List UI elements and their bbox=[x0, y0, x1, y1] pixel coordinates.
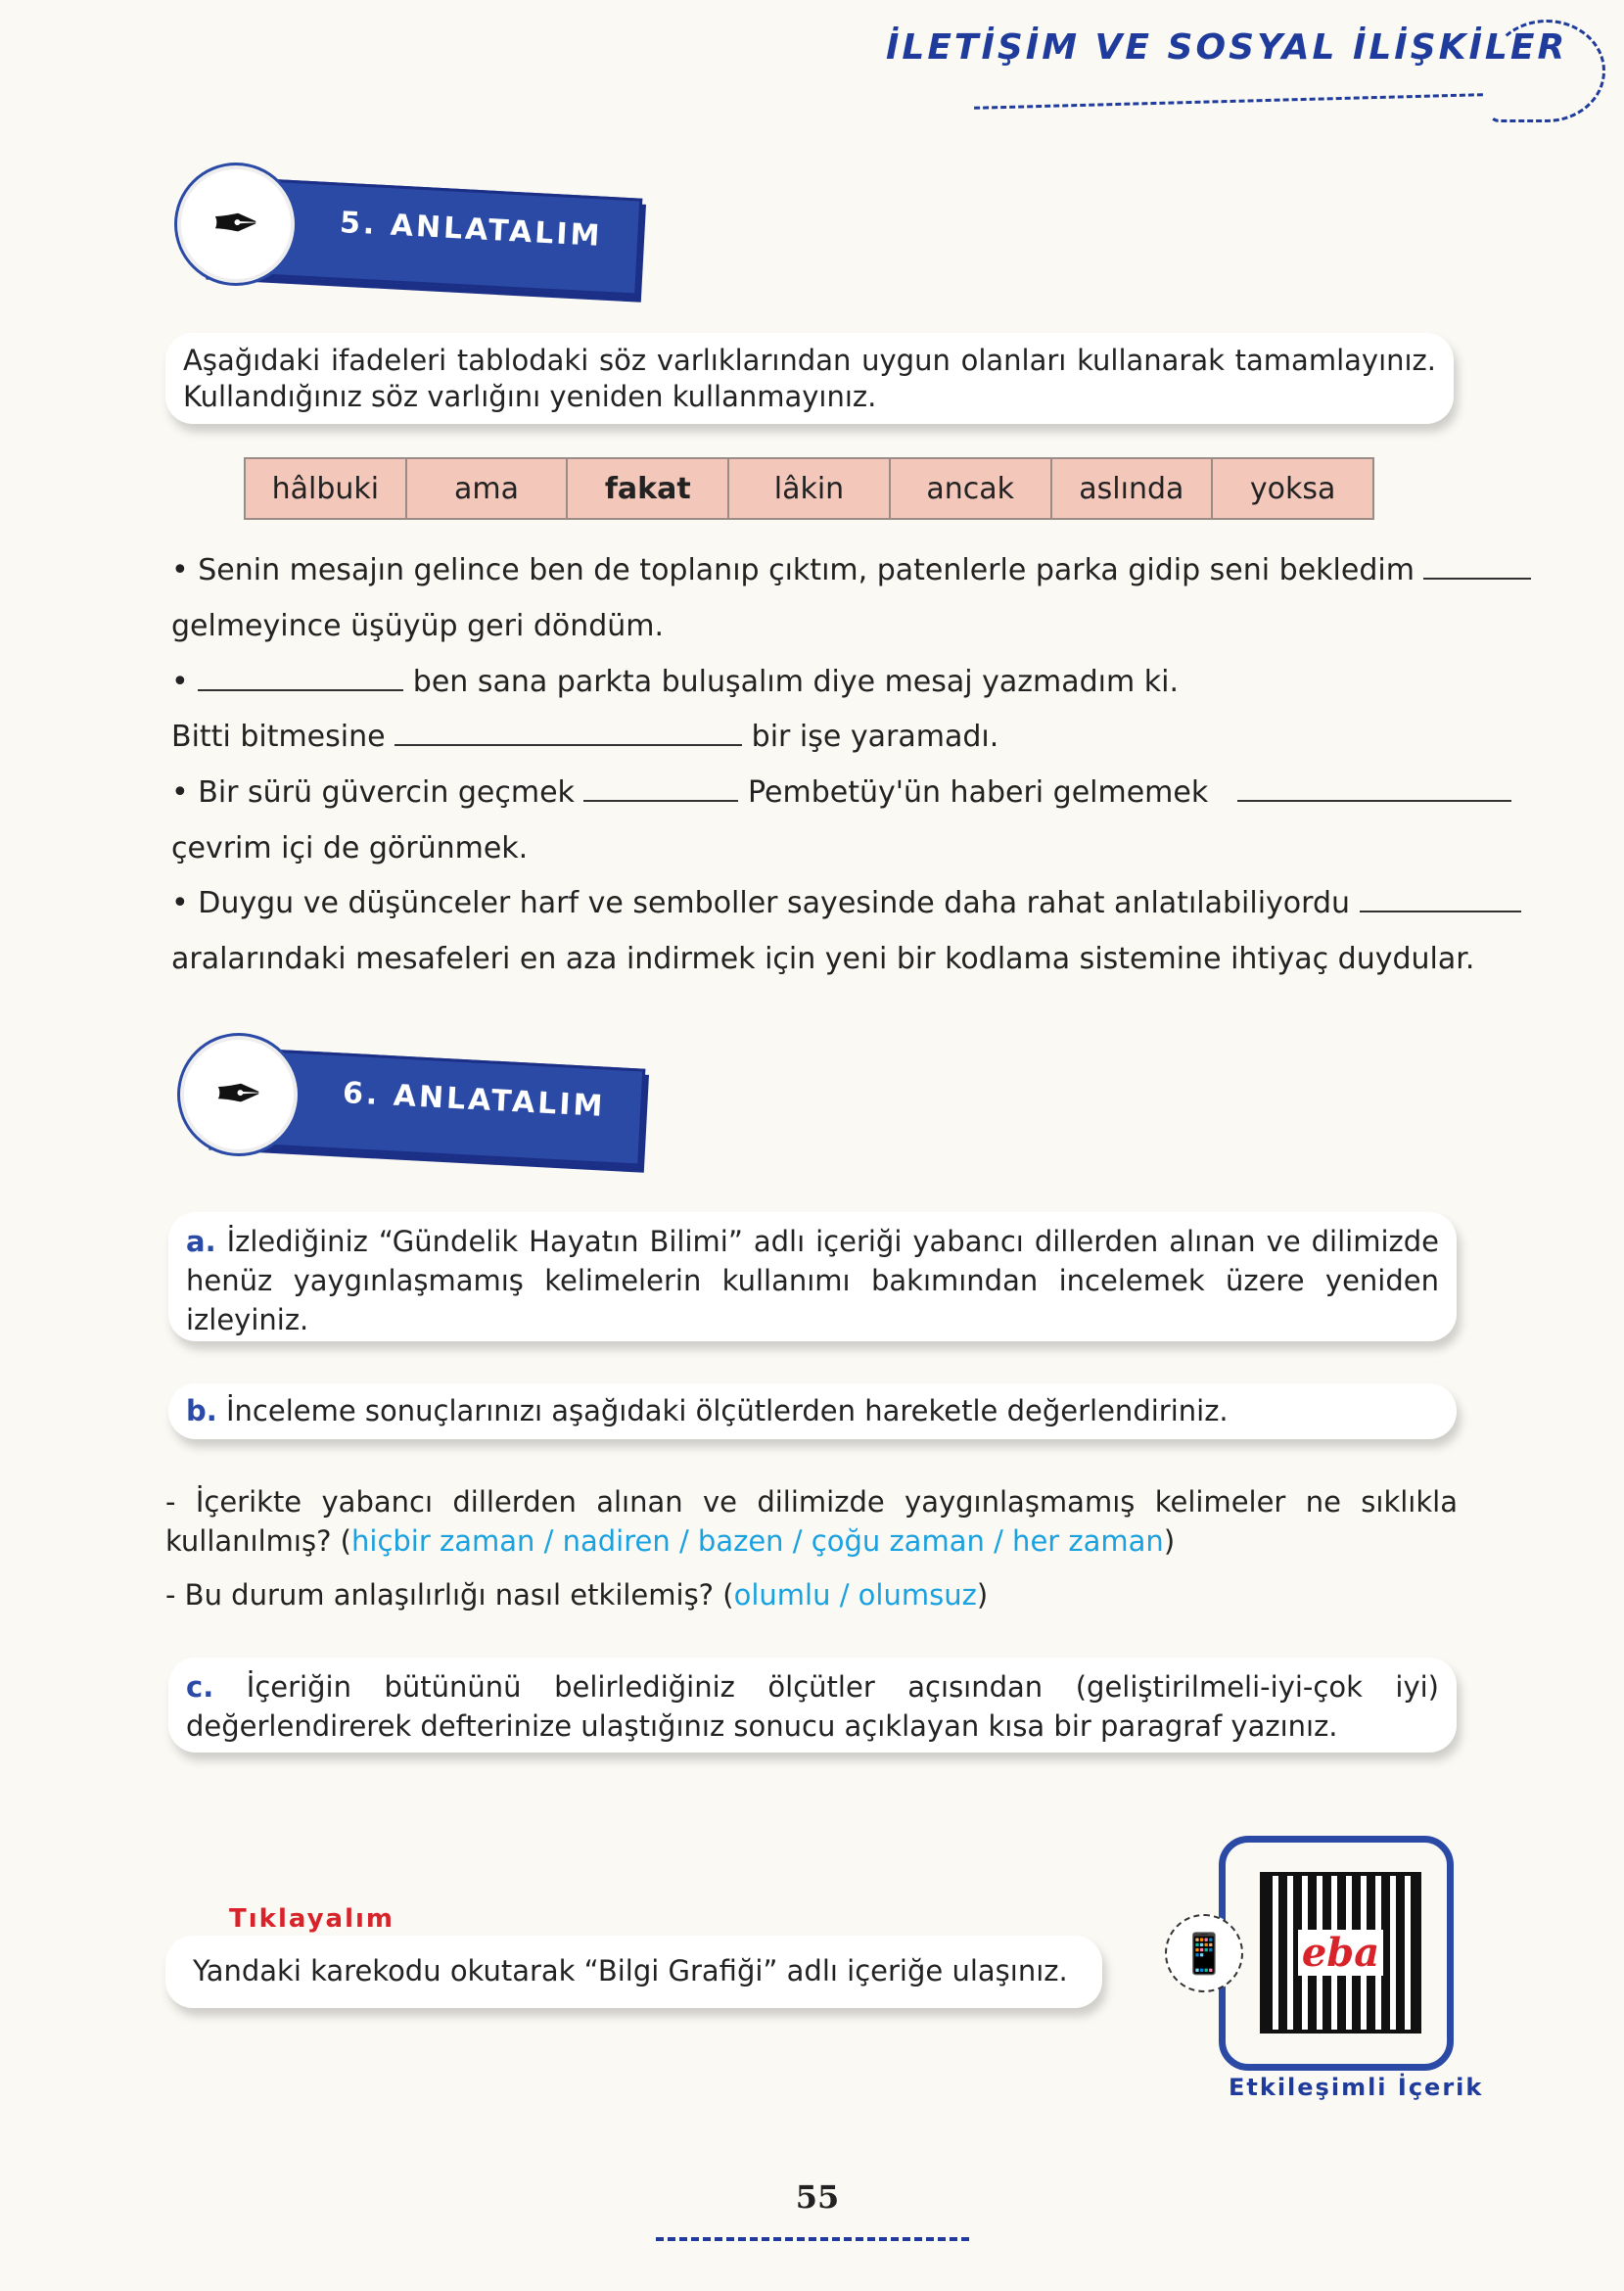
word-cell: aslında bbox=[1051, 458, 1213, 519]
exercise-line: • Duygu ve düşünceler harf ve semboller sayesinde daha rahat anlatılabiliyordu bbox=[171, 884, 1463, 923]
section-6-banner bbox=[168, 1036, 648, 1153]
task-b-box: b. İnceleme sonuçlarınızı aşağıdaki ölçütlerden hareketle değerlendiriniz. bbox=[168, 1383, 1457, 1439]
exercise-line: gelmeyince üşüyüp geri döndüm. bbox=[171, 609, 665, 643]
instruction-box: Aşağıdaki ifadeleri tablodaki söz varlıklarından uygun olanları kullanarak tamamlayınız. Kullandığınız söz varlığını yeniden kullanmayınız. bbox=[165, 333, 1454, 424]
exercise-line: aralarındaki mesafeleri en aza indirmek için yeni bir kodlama sistemine ihtiyaç duydular. bbox=[171, 942, 1475, 976]
qr-code[interactable] bbox=[1219, 1836, 1454, 2071]
click-box: Yandaki karekodu okutarak “Bilgi Grafiği” adlı içeriğe ulaşınız. bbox=[165, 1936, 1102, 2008]
answer-blank[interactable] bbox=[583, 782, 738, 802]
question-2: - Bu durum anlaşılırlığı nasıl etkilemiş? (olumlu / olumsuz) bbox=[165, 1578, 989, 1612]
answer-blank[interactable] bbox=[1360, 893, 1521, 912]
decorative-swirl bbox=[1488, 20, 1605, 122]
answer-blank[interactable] bbox=[1423, 560, 1531, 580]
exercise-line: • Bir sürü güvercin geçmek Pembetüy'ün haberi gelmemek bbox=[171, 773, 1463, 813]
quill-icon: ✒ bbox=[177, 165, 295, 283]
word-cell: fakat bbox=[567, 458, 728, 519]
quill-icon: ✒ bbox=[180, 1036, 298, 1153]
qr-label: Etkileşimli İçerik bbox=[1229, 2074, 1484, 2101]
chapter-title: İLETİŞİM VE SOSYAL İLİŞKİLER bbox=[886, 27, 1568, 68]
word-cell: ancak bbox=[890, 458, 1051, 519]
exercise-line: • ben sana parkta buluşalım diye mesaj yazmadım ki. bbox=[171, 665, 1180, 699]
question-1: - İçerikte yabancı dillerden alınan ve dilimizde yaygınlaşmamış kelimeler ne sıklıkla kullanılmış? (hiçbir zaman / nadiren / bazen / çoğu zaman / her zaman) bbox=[165, 1485, 1458, 1558]
footer-divider bbox=[656, 2237, 969, 2241]
answer-blank[interactable] bbox=[394, 726, 742, 746]
section-5-banner bbox=[165, 165, 645, 283]
answer-blank[interactable] bbox=[1237, 782, 1511, 802]
exercise-line: çevrim içi de görünmek. bbox=[171, 831, 529, 865]
word-table bbox=[244, 457, 1374, 520]
eba-logo: eba bbox=[1298, 1930, 1383, 1976]
word-cell: lâkin bbox=[728, 458, 890, 519]
task-a-box: a. İzlediğiniz “Gündelik Hayatın Bilimi” adlı içeriği yabancı dillerden alınan ve dilimizde henüz yaygınlaşmamış kelimelerin kullanımı bakımından incelemek üzere yeniden izleyiniz. bbox=[168, 1212, 1457, 1341]
page-number: 55 bbox=[795, 2178, 840, 2216]
section-5-title: 5. ANLATALIM bbox=[339, 205, 604, 255]
word-cell: yoksa bbox=[1212, 458, 1373, 519]
word-cell: hâlbuki bbox=[245, 458, 406, 519]
click-title: Tıklayalım bbox=[229, 1904, 395, 1934]
answer-blank[interactable] bbox=[198, 672, 403, 691]
task-c-box: c. İçeriğin bütününü belirlediğiniz ölçütler açısından (geliştirilmeli-iyi-çok iyi) değerlendirerek defterinize ulaştığınız sonucu açıklayan kısa bir paragraf yazınız. bbox=[168, 1658, 1457, 1753]
exercise-line: • Senin mesajın gelince ben de toplanıp çıktım, patenlerle parka gidip seni bekledim bbox=[171, 551, 1463, 590]
header-divider bbox=[974, 93, 1483, 110]
word-cell: ama bbox=[406, 458, 568, 519]
section-6-title: 6. ANLATALIM bbox=[342, 1075, 607, 1125]
phone-scan-icon: 📱 bbox=[1165, 1914, 1243, 1992]
exercise-line: Bitti bitmesine bir işe yaramadı. bbox=[171, 720, 999, 754]
